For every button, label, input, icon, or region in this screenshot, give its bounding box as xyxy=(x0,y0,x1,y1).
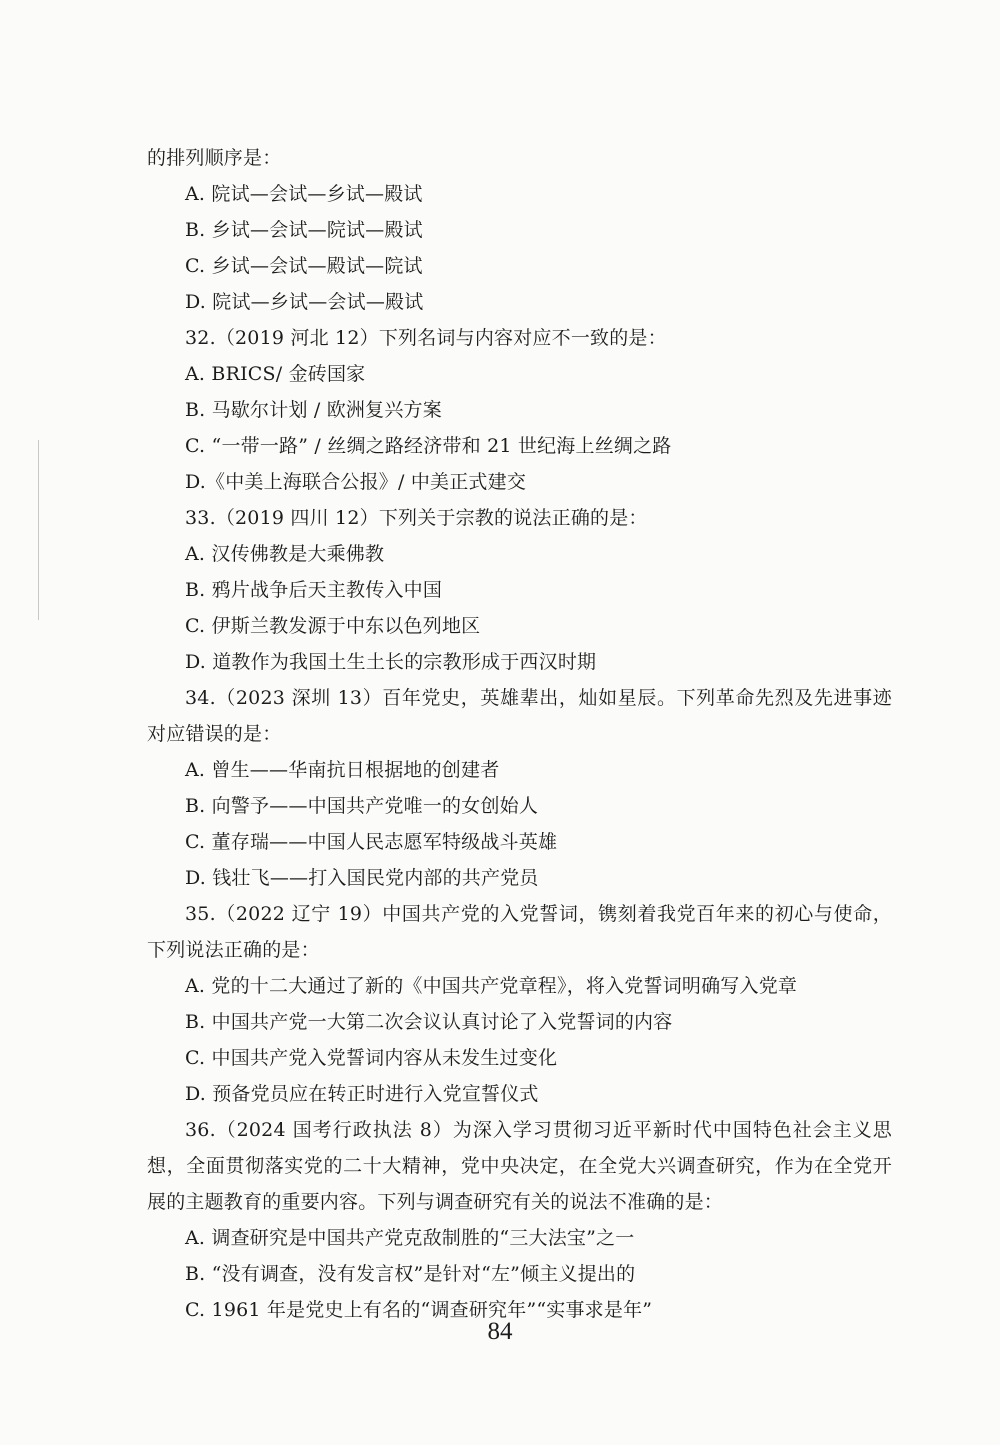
question-stem: 35.（2022 辽宁 19）中国共产党的入党誓词，镌刻着我党百年来的初心与使命，下列说法正确的是： xyxy=(147,903,892,961)
option-item: C. 董存瑞——中国人民志愿军特级战斗英雄 xyxy=(185,831,558,853)
question-stem: 33.（2019 四川 12）下列关于宗教的说法正确的是： xyxy=(185,507,648,529)
option-item: A. 曾生——华南抗日根据地的创建者 xyxy=(185,759,500,781)
option-item: D. 预备党员应在转正时进行入党宣誓仪式 xyxy=(185,1083,539,1105)
option-item: C. 中国共产党入党誓词内容从未发生过变化 xyxy=(185,1047,558,1069)
scan-margin-line xyxy=(38,440,39,620)
option-item: A. 院试—会试—乡试—殿试 xyxy=(185,183,423,205)
option-item: B. 鸦片战争后天主教传入中国 xyxy=(185,579,443,601)
option-item: C. 乡试—会试—殿试—院试 xyxy=(185,255,423,277)
question-stem: 36.（2024 国考行政执法 8）为深入学习贯彻习近平新时代中国特色社会主义思想，全面贯彻落实党的二十大精神，党中央决定，在全党大兴调查研究，作为在全党开展的主题教育的重要内容。下列与调查研究有关的说法不准确的是： xyxy=(147,1119,892,1213)
option-item: D. 院试—乡试—会试—殿试 xyxy=(185,291,424,313)
continuation-text: 的排列顺序是： xyxy=(147,147,282,169)
option-item: B. “没有调查，没有发言权”是针对“左”倾主义提出的 xyxy=(185,1263,636,1285)
option-item: C. 伊斯兰教发源于中东以色列地区 xyxy=(185,615,481,637)
option-item: B. 马歇尔计划 / 欧洲复兴方案 xyxy=(185,399,442,421)
option-item: A. 汉传佛教是大乘佛教 xyxy=(185,543,385,565)
option-item: B. 乡试—会试—院试—殿试 xyxy=(185,219,423,241)
option-item: B. 向警予——中国共产党唯一的女创始人 xyxy=(185,795,539,817)
option-item: A. BRICS/ 金砖国家 xyxy=(185,363,366,385)
page-number: 84 xyxy=(487,1318,513,1345)
option-item: D. 道教作为我国土生土长的宗教形成于西汉时期 xyxy=(185,651,597,673)
option-item: C. 1961 年是党史上有名的“调查研究年”“实事求是年” xyxy=(185,1299,653,1321)
question-stem: 34.（2023 深圳 13）百年党史，英雄辈出，灿如星辰。下列革命先烈及先进事迹对应错误的是： xyxy=(147,687,892,745)
option-item: B. 中国共产党一大第二次会议认真讨论了入党誓词的内容 xyxy=(185,1011,673,1033)
option-item: A. 党的十二大通过了新的《中国共产党章程》，将入党誓词明确写入党章 xyxy=(185,975,798,997)
option-item: D. 钱壮飞——打入国民党内部的共产党员 xyxy=(185,867,539,889)
option-item: A. 调查研究是中国共产党克敌制胜的“三大法宝”之一 xyxy=(185,1227,635,1249)
option-item: D.《中美上海联合公报》/ 中美正式建交 xyxy=(185,471,527,493)
option-item: C. “一带一路” / 丝绸之路经济带和 21 世纪海上丝绸之路 xyxy=(185,435,672,457)
question-stem: 32.（2019 河北 12）下列名词与内容对应不一致的是： xyxy=(185,327,667,349)
